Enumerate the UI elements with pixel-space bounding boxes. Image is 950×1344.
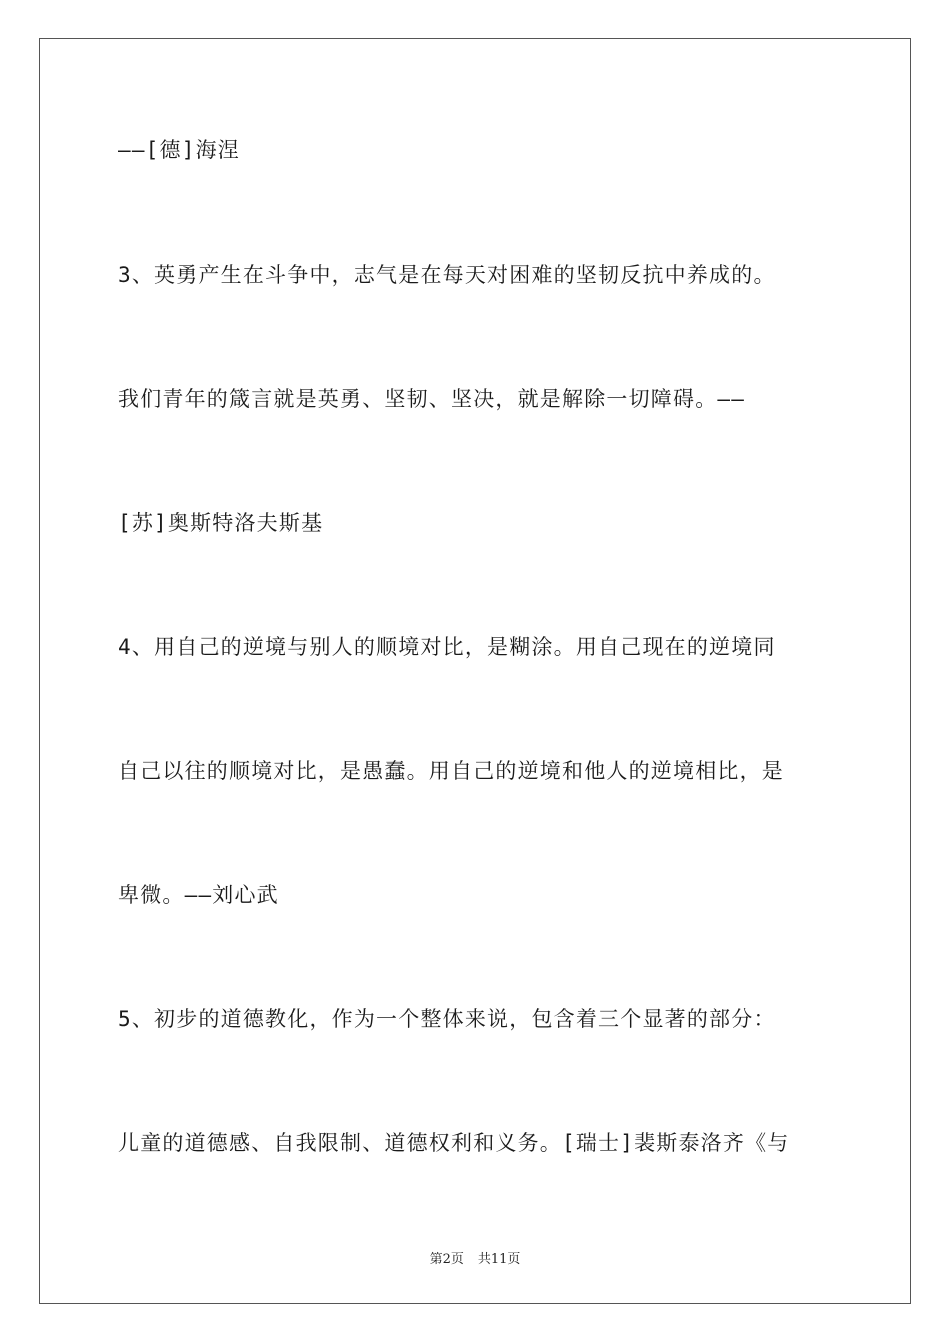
text-line-4: [苏]奥斯特洛夫斯基 [118,511,324,535]
text-line-6: 自己以往的顺境对比，是愚蠢。用自己的逆境和他人的逆境相比，是 [118,759,784,783]
page-border [39,38,911,1304]
total-pages: 共11页 [477,1252,521,1267]
text-line-9: 儿童的道德感、自我限制、道德权利和义务。[瑞士]裴斯泰洛齐《与 [118,1131,790,1155]
text-line-8: 5、初步的道德教化，作为一个整体来说，包含着三个显著的部分： [118,1007,776,1031]
text-line-1: ——[德]海涅 [118,138,240,162]
text-line-2: 3、英勇产生在斗争中，志气是在每天对困难的坚韧反抗中养成的。 [118,263,776,287]
text-line-7: 卑微。——刘心武 [118,883,279,907]
text-line-3: 我们青年的箴言就是英勇、坚韧、坚决，就是解除一切障碍。—— [118,387,746,411]
page-number: 第2页 [429,1252,464,1267]
page-footer [0,1248,950,1267]
text-line-5: 4、用自己的逆境与别人的顺境对比，是糊涂。用自己现在的逆境同 [118,635,776,659]
